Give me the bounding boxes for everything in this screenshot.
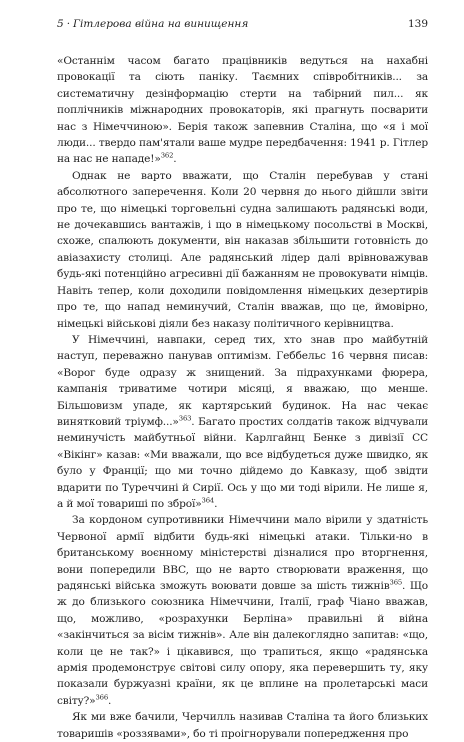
footnote-ref: 365 <box>389 578 403 587</box>
paragraph <box>57 512 428 709</box>
footnote-ref: 364 <box>201 496 215 505</box>
body-text <box>57 53 428 742</box>
footnote-ref: 362 <box>160 151 174 160</box>
running-head <box>57 18 428 40</box>
paragraph <box>57 53 428 168</box>
text-run: За кордоном супротивники Німеччини мало вірили у здатність Червоної армії відбити будь-які німецькі атаки. Тільки-но в британському воєнному міністерстві дізналися про вторгнення, вони попередили BBC, що не варто створювати враження, що радянські війська зможуть воювати довше за шість тижнів <box>57 514 428 592</box>
paragraph <box>57 168 428 332</box>
chapter-heading <box>57 18 248 30</box>
chapter-title: Гітлерова війна на винищення <box>73 18 249 30</box>
footnote-ref: 363 <box>178 414 192 423</box>
footnote-ref: 366 <box>95 693 109 702</box>
text-run: . Багато простих солдатів також відчували неминучість майбутньої війни. Карлгайнц Бенке з дивізії СС «Вікінг» казав: «Ми вважали, що все відбудеться дуже швидко, як було у Франції; що ми точно дійдемо до Кавказу, щоб звідти вдарити по Туреччині й Сирії. Ось у що ми тоді вірили. Не лише я, а й мої товариші по зброї» <box>57 415 429 510</box>
page-number: 139 <box>407 18 428 30</box>
text-run: У Німеччині, навпаки, серед тих, хто знав про майбутній наступ, переважно панував оптимізм. Геббельс 16 червня писав: «Ворог буде одразу ж знищений. За підрахунками фюрера, кампанія триватиме чотири місяці, я вважаю, що менше. Більшовизм упаде, як картярський будинок. На нас чекає винятковий тріумф...» <box>57 333 428 428</box>
text-run: . <box>214 497 218 510</box>
text-run: . Що ж до близького союзника Німеччини, Італії, граф Чіано вважав, що, можливо, «розрахунки Берліна» правильні й війна «закінчиться за вісім тижнів». Але він далекоглядно запитав: «що, коли це не так?» і цікавився, що трапиться, якщо «радянська армія продемонструє світові силу опору, яка перевершить ту, яку показали буржуазні країни, як це вплине на пролетарські маси світу?» <box>57 580 428 707</box>
text-run: Як ми вже бачили, Черчилль називав Сталіна та його близьких товаришів «роззявами», бо ті проігнорували попередження про <box>57 711 428 740</box>
heading-separator: · <box>66 18 71 30</box>
text-run: . <box>173 153 177 166</box>
paragraph <box>57 332 428 512</box>
text-run: «Останнім часом багато працівників ведуться на нахабні провокації та сіють паніку. Таємних співробітників... за систематичну дезінформацію стерти на табірний пил... як поплічників міжнародних провокаторів, які прагнуть посварити нас з Німеччиною». Берія також запевнив Сталіна, що «я і мої люди... твердо пам'ятали ваше мудре передбачення: 1941 р. Гітлер на нас не нападе!» <box>57 55 428 166</box>
chapter-number: 5 <box>57 18 64 30</box>
text-run: . <box>108 694 112 707</box>
paragraph <box>57 709 428 742</box>
text-run: Однак не варто вважати, що Сталін перебував у стані абсолютного заперечення. Коли 20 червня до нього дійшли звіти про те, що німецькі торговельні судна залишають радянські води, не дочекавшись вантажів, і що в німецькому посольстві в Москві, схоже, спалюють документи, він наказав збільшити готовність до авіазахисту столиці. Але радянський лідер далі врівноважував будь-які потенційно агресивні дії бажанням не провокувати німців. Навіть тепер, коли доходили повідомлення німецьких дезертирів про те, що напад неминучий, Сталін вважав, що це, ймовірно, німецькі військові діяли без наказу політичного керівництва. <box>57 169 428 330</box>
